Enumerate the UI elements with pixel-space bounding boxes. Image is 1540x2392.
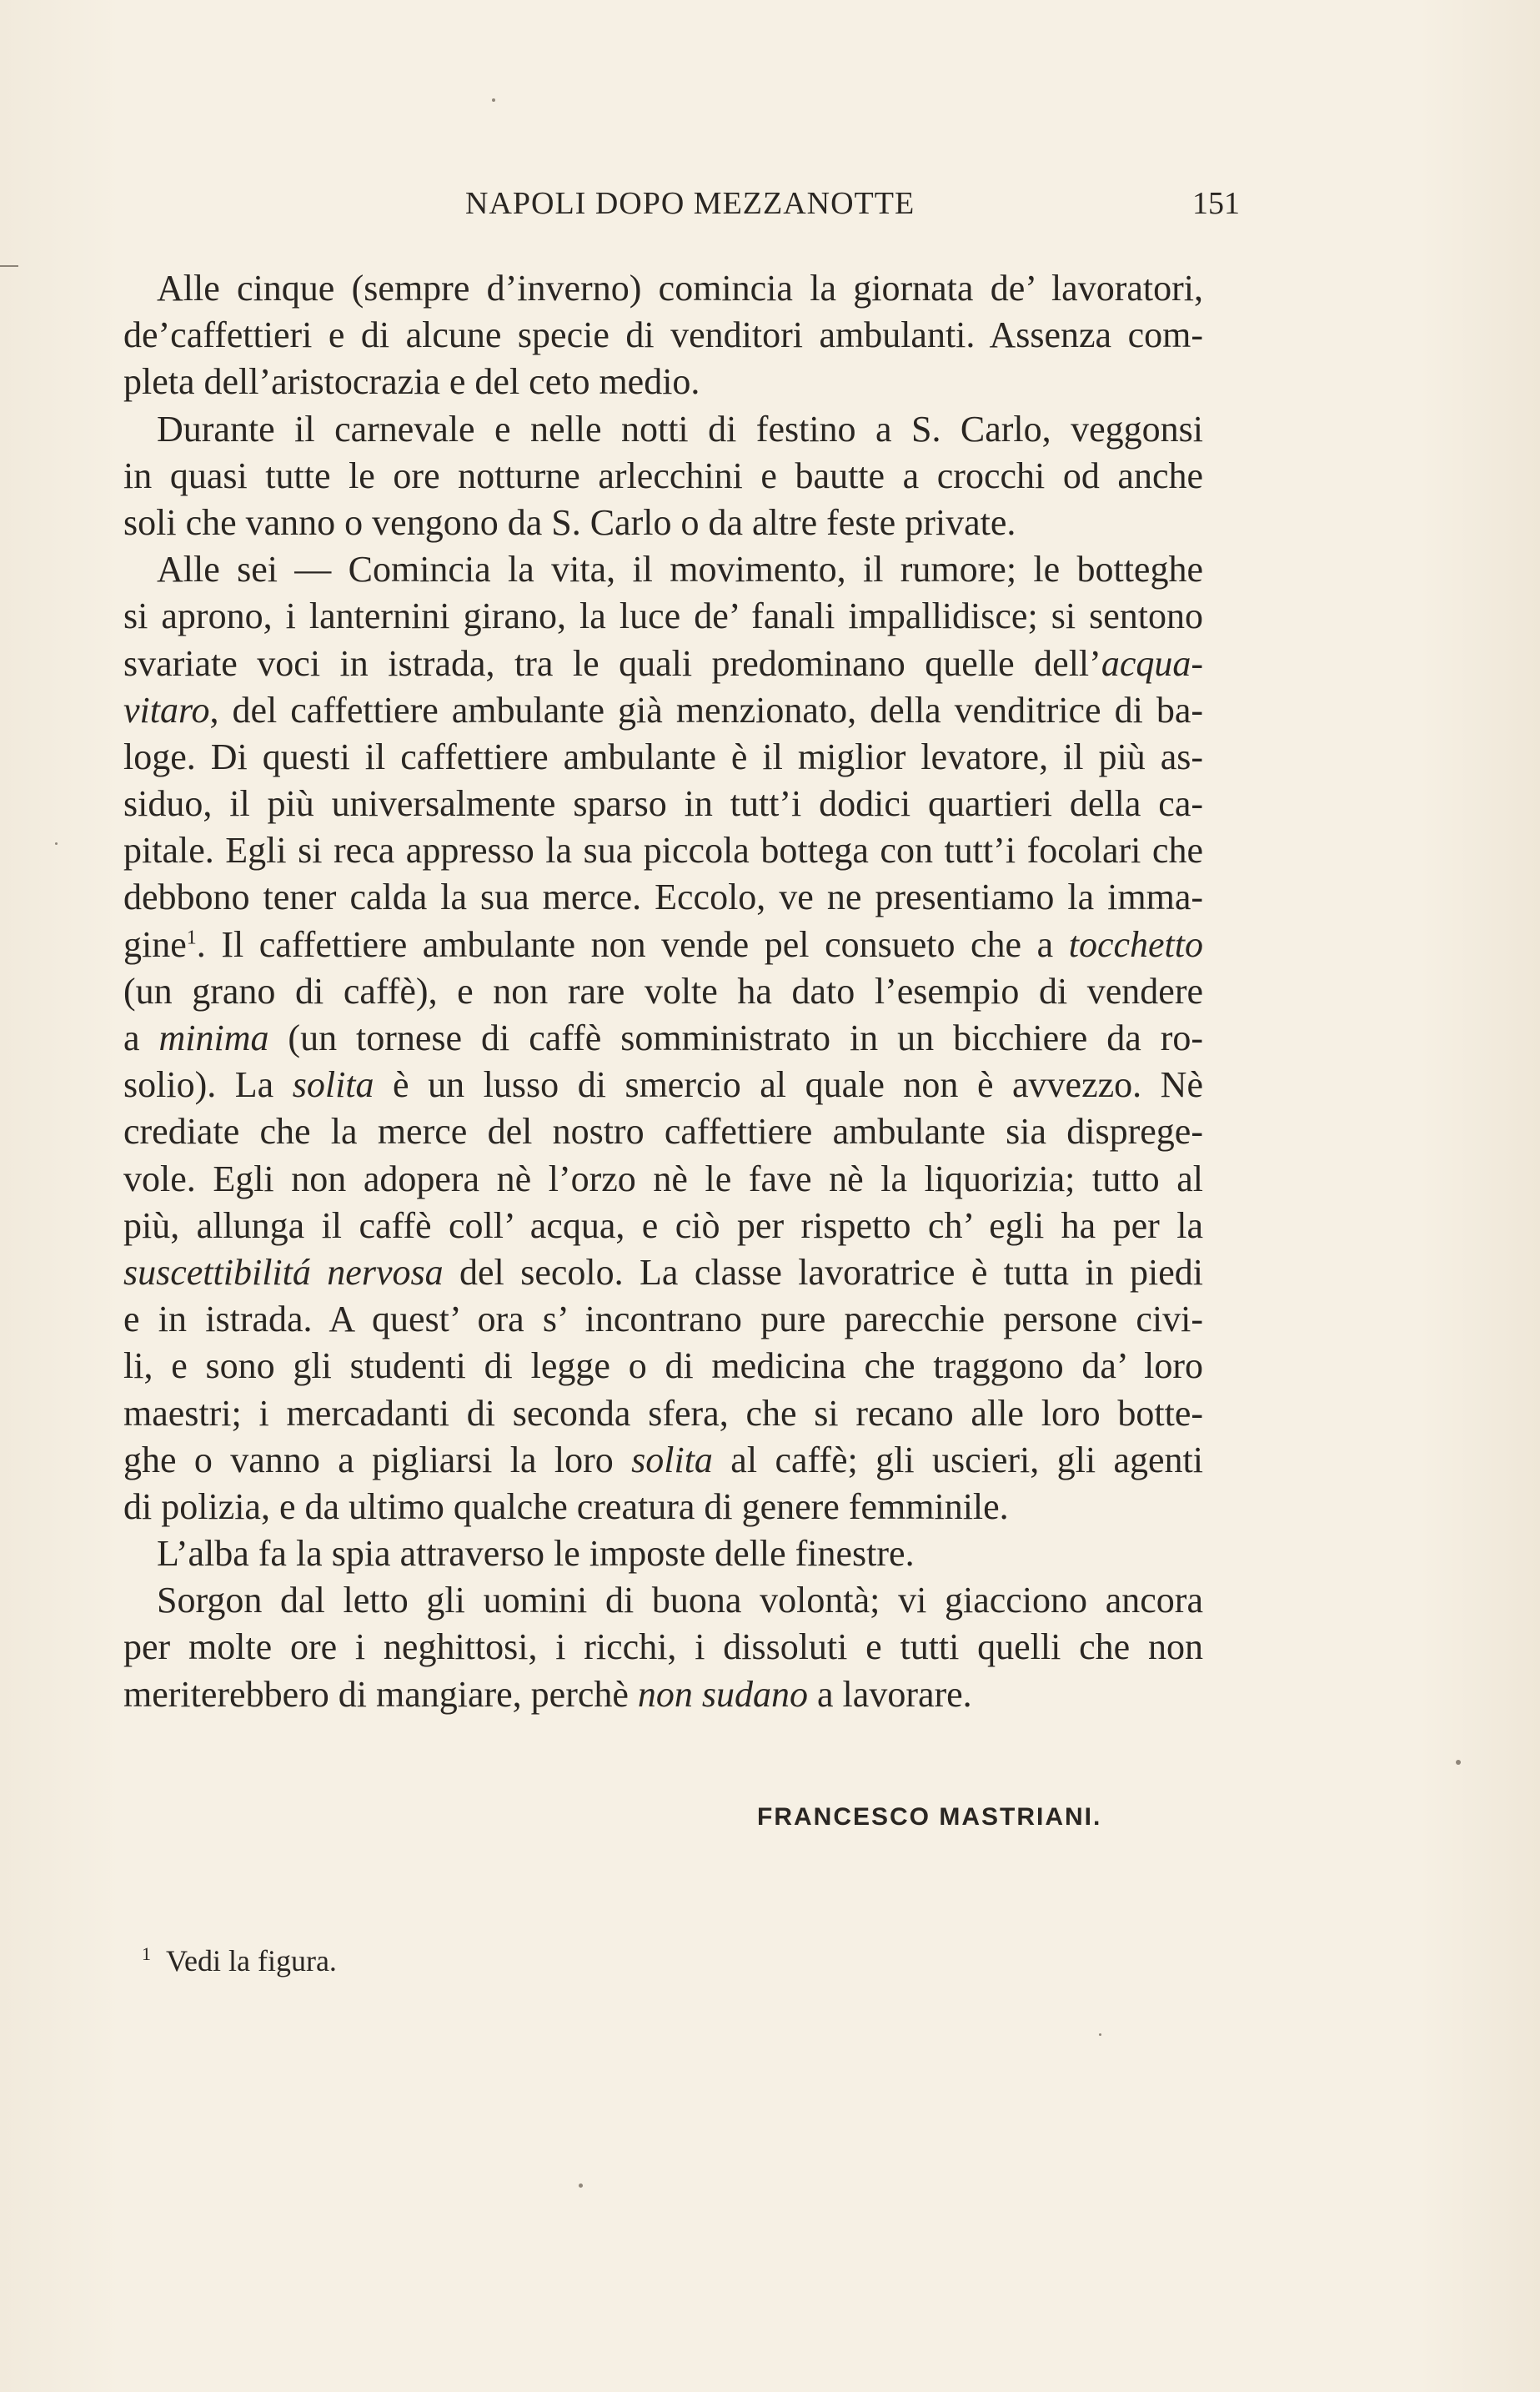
- paper-speck: [579, 2183, 583, 2188]
- text-line: de’caffettieri e di alcune specie di venditori ambulanti. Assenza com-: [123, 314, 1203, 356]
- text-line: Durante il carnevale e nelle notti di festino a S. Carlo, veggonsi: [157, 408, 1203, 450]
- text-line: loge. Di questi il caffettiere ambulante è il miglior levatore, il più as-: [123, 736, 1203, 777]
- text-line: in quasi tutte le ore notturne arlecchini e bautte a crocchi od anche: [123, 455, 1203, 496]
- margin-mark: [0, 265, 18, 267]
- text-line: ghe o vanno a pigliarsi la loro solita al caffè; gli uscieri, gli agenti: [123, 1439, 1203, 1480]
- text-line: maestri; i mercadanti di seconda sfera, che si recano alle loro botte-: [123, 1392, 1203, 1434]
- text-line: pitale. Egli si reca appresso la sua piccola bottega con tutt’i focolari che: [123, 830, 1203, 872]
- paper-speck: [55, 842, 58, 845]
- text-line: siduo, il più universalmente sparso in tutt’i dodici quartieri della ca-: [123, 783, 1203, 825]
- text-line: vitaro, del caffettiere ambulante già menzionato, della venditrice di ba-: [123, 689, 1203, 731]
- text-line: suscettibilitá nervosa del secolo. La classe lavoratrice è tutta in piedi: [123, 1251, 1203, 1293]
- footnote: [142, 1943, 337, 1978]
- paper-speck: [1456, 1760, 1461, 1765]
- text-line: li, e sono gli studenti di legge o di medicina che traggono da’ loro: [123, 1345, 1203, 1387]
- text-line: meriterebbero di mangiare, perchè non sudano a lavorare.: [123, 1673, 972, 1715]
- text-line: Alle cinque (sempre d’inverno) comincia la giornata de’ lavoratori,: [157, 268, 1203, 309]
- text-line: crediate che la merce del nostro caffettiere ambulante sia disprege-: [123, 1111, 1203, 1153]
- footnote-mark: 1: [142, 1943, 151, 1964]
- text-line: di polizia, e da ultimo qualche creatura di genere femminile.: [123, 1485, 1009, 1527]
- text-line: gine$^1$. Il caffettiere ambulante non vende pel consueto che a tocchetto: [123, 923, 1203, 965]
- text-line: L’alba fa la spia attraverso le imposte delle finestre.: [157, 1533, 915, 1575]
- paper-speck: [1099, 2033, 1101, 2036]
- paper-speck: [492, 98, 495, 102]
- text-line: pleta dell’aristocrazia e del ceto medio.: [123, 361, 700, 403]
- text-line: Sorgon dal letto gli uomini di buona volontà; vi giacciono ancora: [157, 1580, 1203, 1621]
- text-line: vole. Egli non adopera nè l’orzo nè le fave nè la liquorizia; tutto al: [123, 1158, 1203, 1199]
- text-line: (un grano di caffè), e non rare volte ha dato l’esempio di vendere: [123, 970, 1203, 1012]
- text-line: debbono tener calda la sua merce. Eccolo, ve ne presentiamo la imma-: [123, 877, 1203, 918]
- text-line: soli che vanno o vengono da S. Carlo o da altre feste private.: [123, 501, 1016, 543]
- text-line: si aprono, i lanternini girano, la luce de’ fanali impallidisce; si sentono: [123, 595, 1203, 637]
- body-text: [123, 265, 1203, 1718]
- text-line: solio). La solita è un lusso di smercio al quale non è avvezzo. Nè: [123, 1064, 1203, 1106]
- text-line: più, allunga il caffè coll’ acqua, e ciò per rispetto ch’ egli ha per la: [123, 1204, 1203, 1246]
- text-line: a minima (un tornese di caffè somministrato in un bicchiere da ro-: [123, 1018, 1203, 1058]
- text-line: e in istrada. A quest’ ora s’ incontrano pure parecchie persone civi-: [123, 1299, 1203, 1340]
- text-line: per molte ore i neghittosi, i ricchi, i dissoluti e tutti quelli che non: [123, 1626, 1203, 1668]
- running-title: NAPOLI DOPO MEZZANOTTE: [465, 186, 915, 221]
- text-line: svariate voci in istrada, tra le quali predominano quelle dell’acqua-: [123, 642, 1203, 684]
- footnote-text: Vedi la figura.: [166, 1944, 337, 1977]
- page-header: [123, 185, 1240, 227]
- page-number: 151: [1192, 186, 1240, 221]
- footnote-ref: 1: [186, 926, 197, 948]
- text-line: Alle sei — Comincia la vita, il movimento, il rumore; le botteghe: [157, 549, 1203, 590]
- author-signature: FRANCESCO MASTRIANI.: [757, 1803, 1102, 1831]
